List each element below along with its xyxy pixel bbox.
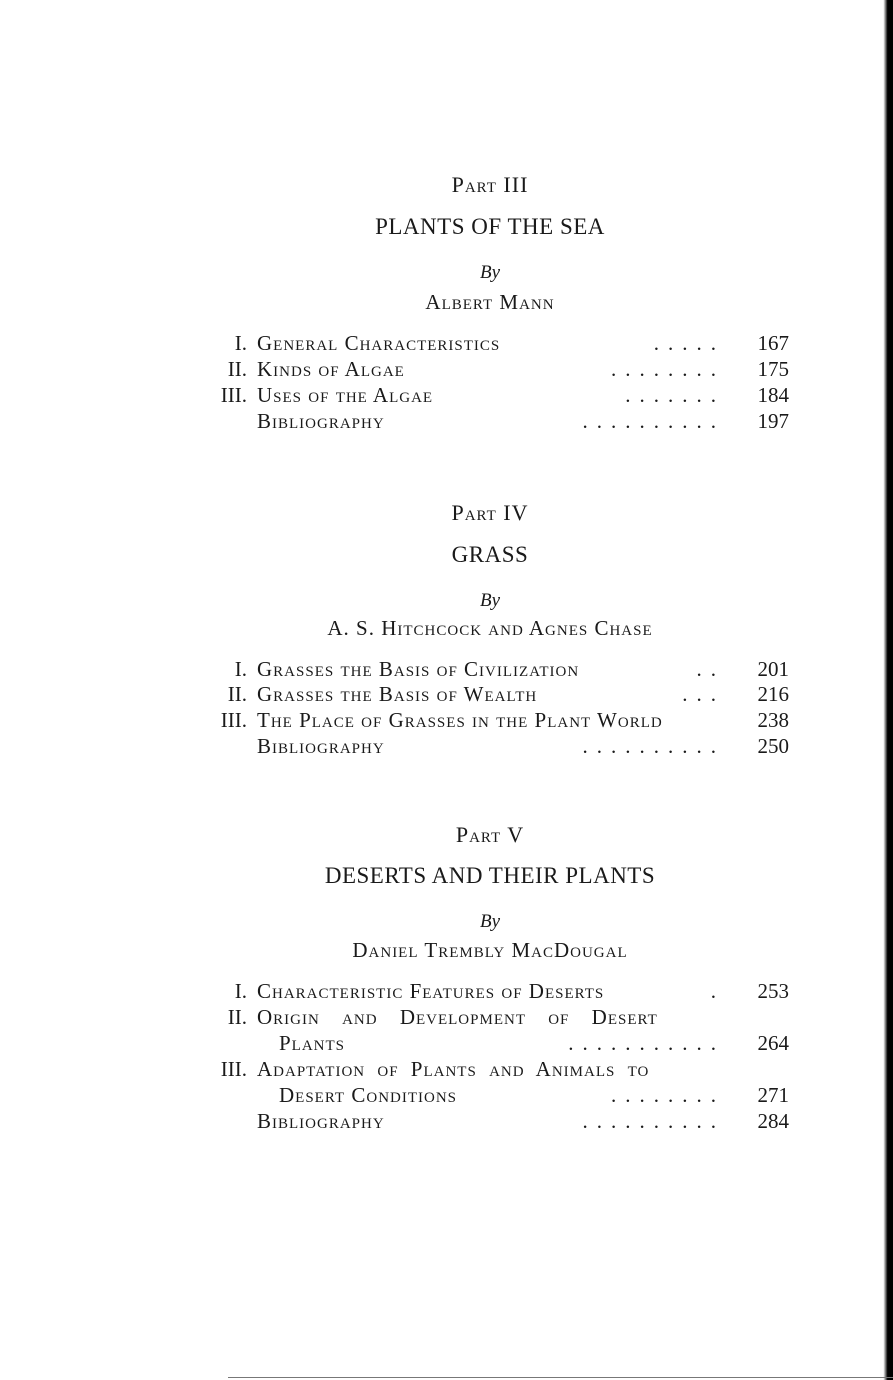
chapter-number: II. (227, 682, 247, 706)
part-label: Part IV (451, 500, 529, 525)
leader-dots: ........ (611, 1083, 725, 1107)
leader-dots: .......... (582, 1109, 725, 1133)
chapter-title: Grasses the Basis of Wealth (257, 682, 538, 706)
chapter-number: II. (227, 1005, 247, 1029)
by-line: By (479, 590, 501, 611)
page-number: 184 (757, 383, 789, 407)
chapter-title: Grasses the Basis of Civilization (257, 657, 580, 681)
page-number: 201 (757, 657, 789, 681)
toc-entry-continued (195, 1082, 795, 1108)
chapter-title: Adaptation of Plants and Animals to (257, 1057, 650, 1081)
leader-dots: .......... (582, 734, 725, 758)
page-edge-line (228, 1377, 893, 1378)
page-number: 175 (757, 357, 789, 381)
chapter-number: III. (220, 383, 247, 407)
toc-entry (195, 681, 795, 707)
page-edge-shadow (881, 0, 893, 1380)
page-number: 271 (757, 1083, 789, 1107)
page-number: 250 (757, 734, 789, 758)
page-number: 216 (757, 682, 789, 706)
chapter-title: General Characteristics (257, 331, 501, 355)
part-label: Part V (455, 822, 525, 847)
leader-dots: . (710, 979, 725, 1003)
toc-entry (195, 382, 795, 408)
leader-dots: ..... (653, 331, 725, 355)
chapter-title: Bibliography (257, 734, 385, 758)
toc-entry (195, 1108, 795, 1134)
toc-entry (195, 707, 795, 733)
page-number: 253 (757, 979, 789, 1003)
chapter-title: Kinds of Algae (257, 357, 405, 381)
leader-dots: .. (696, 657, 725, 681)
page-number: 284 (757, 1109, 789, 1133)
chapter-title: Characteristic Features of Deserts (257, 979, 605, 1003)
author-name: Daniel Trembly MacDougal (352, 938, 628, 962)
leader-dots: .......... (582, 409, 725, 433)
chapter-title: Bibliography (257, 409, 385, 433)
leader-dots: ....... (625, 383, 725, 407)
toc-entry (195, 978, 795, 1004)
chapter-number: I. (234, 979, 247, 1003)
part-label: Part III (451, 172, 529, 197)
chapter-number: II. (227, 357, 247, 381)
chapter-number: III. (220, 1057, 247, 1081)
leader-dots: ... (682, 682, 725, 706)
chapter-number: I. (234, 657, 247, 681)
part-title: PLANTS OF THE SEA (375, 214, 605, 239)
by-line: By (479, 262, 501, 283)
toc-entry (195, 733, 795, 759)
toc-entry (195, 330, 795, 356)
chapter-title: The Place of Grasses in the Plant World (257, 708, 663, 732)
chapter-number: III. (220, 708, 247, 732)
page-number: 197 (757, 409, 789, 433)
leader-dots: ........... (568, 1031, 725, 1055)
leader-dots: ........ (611, 357, 725, 381)
part-title: GRASS (451, 542, 529, 567)
chapter-title: Origin and Development of Desert (257, 1005, 658, 1029)
toc-entry (195, 656, 795, 682)
chapter-title: Bibliography (257, 1109, 385, 1133)
chapter-title: Uses of the Algae (257, 383, 434, 407)
page-number: 167 (757, 331, 789, 355)
author-name: A. S. Hitchcock and Agnes Chase (327, 616, 653, 640)
toc-entry (195, 408, 795, 434)
toc-entry (195, 1056, 795, 1082)
chapter-number: I. (234, 331, 247, 355)
page-number: 238 (757, 708, 789, 732)
part-title: DESERTS AND THEIR PLANTS (324, 863, 656, 888)
toc-entry (195, 356, 795, 382)
chapter-title-continued: Plants (279, 1031, 346, 1055)
page-number: 264 (757, 1031, 789, 1055)
toc-entry (195, 1004, 795, 1030)
toc-entry-continued (195, 1030, 795, 1056)
by-line: By (479, 911, 501, 932)
author-name: Albert Mann (425, 290, 555, 314)
chapter-title-continued: Desert Conditions (279, 1083, 458, 1107)
